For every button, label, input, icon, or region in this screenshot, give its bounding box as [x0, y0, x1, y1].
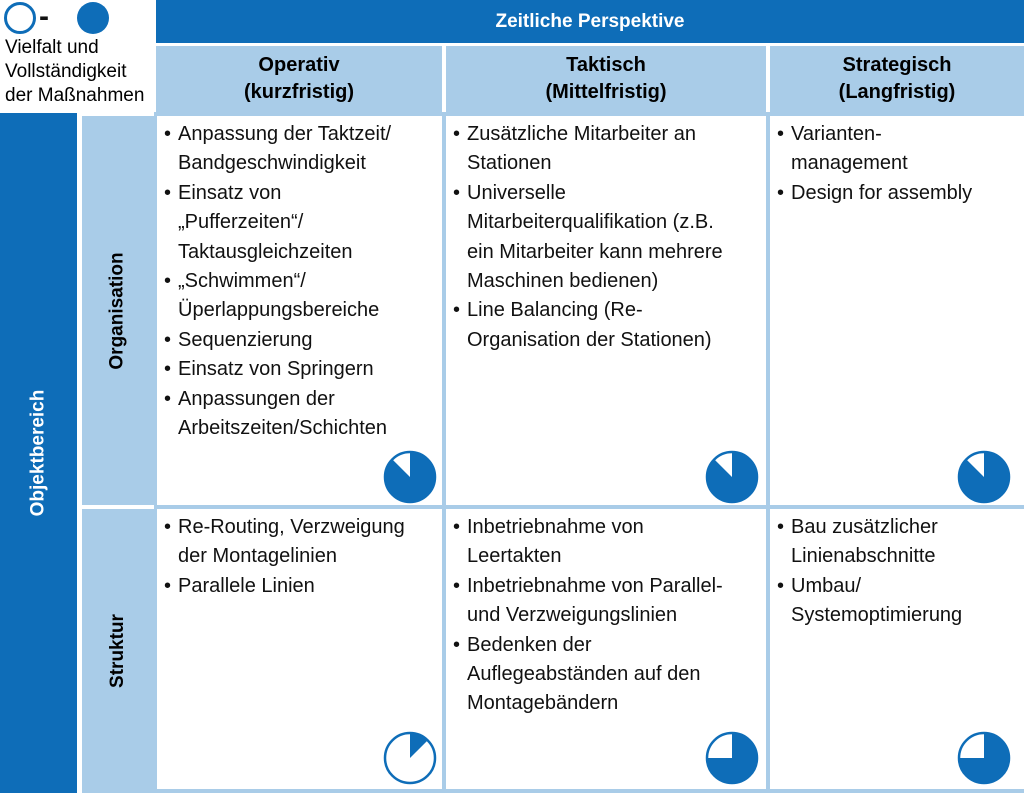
cell-struktur-operativ — [157, 509, 442, 789]
completeness-pie-icon — [704, 449, 760, 505]
legend — [0, 0, 156, 113]
list-item: • Universelle Mitarbeiterqualifikation (z.B. ein Mitarbeiter kann mehrere Maschinen bedienen) — [452, 179, 766, 297]
list-item: • Inbetriebnahme von Parallel- und Verzweigungslinien — [452, 572, 766, 631]
list-item: • Bau zusätzlicher Linienabschnitte — [776, 513, 1024, 572]
list-item: • Parallele Linien — [163, 572, 442, 601]
completeness-pie-icon — [956, 730, 1012, 786]
column-header-strategisch — [770, 46, 1024, 112]
column-title: Operativ — [258, 54, 340, 76]
full-circle-icon — [76, 1, 110, 35]
completeness-pie-icon — [704, 730, 760, 786]
legend-line: Vollständigkeit — [5, 61, 127, 82]
list-item: • Einsatz von Springern — [163, 355, 442, 384]
column-subtitle: (Langfristig) — [838, 81, 956, 103]
measure-list — [452, 120, 766, 355]
completeness-pie-icon — [382, 449, 438, 505]
row-label: Organisation — [107, 251, 128, 370]
list-item: • Anpassungen der Arbeitszeiten/Schichten — [163, 385, 442, 444]
list-item: • Varianten- management — [776, 120, 1024, 179]
row-label-organisation — [82, 116, 154, 505]
side-title: Objektbereich — [27, 389, 49, 517]
pie-fill — [385, 452, 435, 502]
list-item: • Inbetriebnahme von Leertakten — [452, 513, 766, 572]
grid-line — [154, 789, 1024, 793]
completeness-pie-icon — [382, 730, 438, 786]
column-header-taktisch — [446, 46, 766, 112]
legend-line: Vielfalt und — [5, 37, 99, 58]
column-subtitle: (Mittelfristig) — [545, 81, 667, 103]
measure-list — [452, 513, 766, 719]
cell-struktur-strategisch — [770, 509, 1024, 789]
cell-struktur-taktisch — [446, 509, 766, 789]
side-header-objektbereich — [0, 113, 77, 793]
pie-fill — [707, 452, 757, 502]
column-title: Strategisch — [842, 54, 952, 76]
column-header-operativ — [156, 46, 442, 112]
legend-text — [5, 36, 157, 108]
measure-list — [776, 120, 1024, 208]
cell-organisation-operativ — [157, 116, 442, 505]
measure-list — [163, 513, 442, 601]
list-item: • Sequenzierung — [163, 326, 442, 355]
list-item: • Bedenken der Auflegeabständen auf den Montagebändern — [452, 631, 766, 719]
measure-list — [776, 513, 1024, 631]
pie-fill — [959, 452, 1009, 502]
list-item: • Line Balancing (Re- Organisation der Stationen) — [452, 296, 766, 355]
legend-line: der Maßnahmen — [5, 85, 145, 106]
list-item: • Umbau/ Systemoptimierung — [776, 572, 1024, 631]
completeness-pie-icon — [956, 449, 1012, 505]
list-item: • Anpassung der Taktzeit/ Bandgeschwindigkeit — [163, 120, 442, 179]
list-item: • „Schwimmen“/ Üperlappungsbereiche — [163, 267, 442, 326]
list-item: • Design for assembly — [776, 179, 1024, 208]
legend-separator: - — [39, 0, 49, 33]
header-title: Zeitliche Perspektive — [495, 10, 685, 32]
cell-organisation-strategisch — [770, 116, 1024, 505]
list-item: • Einsatz von „Pufferzeiten“/ Taktausgleichzeiten — [163, 179, 442, 267]
list-item: • Re-Routing, Verzweigung der Montagelinien — [163, 513, 442, 572]
cell-organisation-taktisch — [446, 116, 766, 505]
list-item: • Zusätzliche Mitarbeiter an Stationen — [452, 120, 766, 179]
empty-circle-icon — [3, 1, 37, 35]
header-zeitliche-perspektive — [156, 0, 1024, 43]
column-title: Taktisch — [566, 54, 646, 76]
measure-list — [163, 120, 442, 443]
column-subtitle: (kurzfristig) — [244, 81, 354, 103]
row-label: Struktur — [107, 614, 128, 688]
row-label-struktur — [82, 509, 154, 793]
